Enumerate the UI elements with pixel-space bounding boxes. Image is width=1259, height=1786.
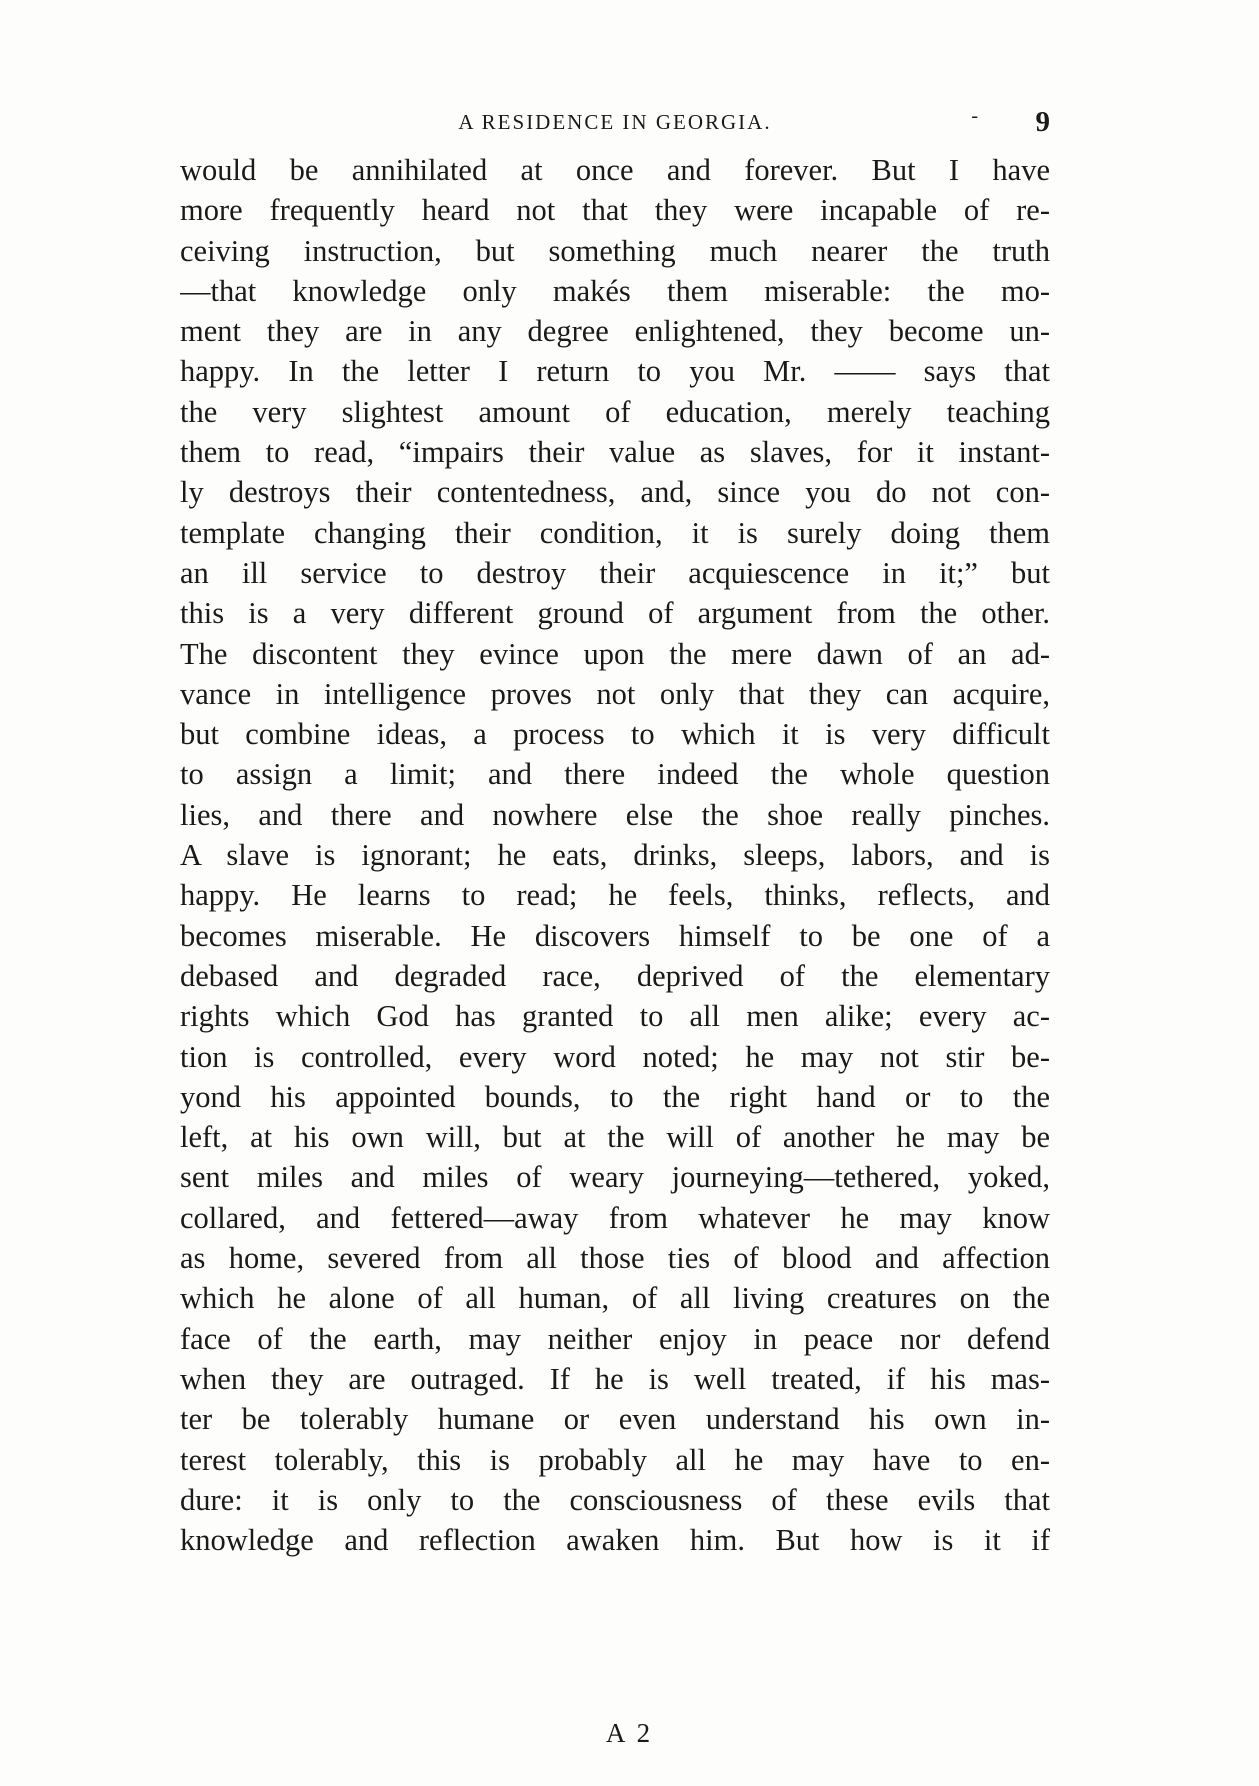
- text-line: vance in intelligence proves not only that they can acquire,: [180, 676, 1050, 711]
- body-text: [180, 150, 1050, 1560]
- text-line: face of the earth, may neither enjoy in peace nor defend: [180, 1321, 1050, 1356]
- text-line: ment they are in any degree enlightened, they become un-: [180, 314, 1050, 349]
- text-line: sent miles and miles of weary journeying—tethered, yoked,: [180, 1160, 1050, 1195]
- text-line: an ill service to destroy their acquiescence in it;” but: [180, 555, 1050, 590]
- text-line: rights which God has granted to all men alike; every ac-: [180, 999, 1050, 1034]
- text-line: more frequently heard not that they were incapable of re-: [180, 193, 1050, 228]
- text-line: dure: it is only to the consciousness of these evils that: [180, 1482, 1050, 1517]
- text-line: debased and degraded race, deprived of the elementary: [180, 958, 1050, 993]
- text-line: knowledge and reflection awaken him. But how is it if: [180, 1523, 1050, 1558]
- text-line: left, at his own will, but at the will of another he may be: [180, 1120, 1050, 1155]
- text-line: them to read, “impairs their value as slaves, for it instant-: [180, 435, 1050, 470]
- text-line: the very slightest amount of education, merely teaching: [180, 394, 1050, 429]
- text-line: —that knowledge only makés them miserable: the mo-: [180, 273, 1050, 308]
- signature-mark: A 2: [605, 1718, 654, 1748]
- text-line: happy. He learns to read; he feels, thinks, reflects, and: [180, 878, 1050, 913]
- page-number: 9: [1035, 106, 1050, 138]
- text-line: as home, severed from all those ties of blood and affection: [180, 1241, 1050, 1276]
- text-line: to assign a limit; and there indeed the whole question: [180, 757, 1050, 792]
- text-line: becomes miserable. He discovers himself to be one of a: [180, 918, 1050, 953]
- text-line: when they are outraged. If he is well treated, if his mas-: [180, 1361, 1050, 1396]
- running-head: [180, 102, 1050, 142]
- text-line: A slave is ignorant; he eats, drinks, sleeps, labors, and is: [180, 838, 1050, 873]
- text-line: which he alone of all human, of all living creatures on the: [180, 1281, 1050, 1316]
- text-line: this is a very different ground of argument from the other.: [180, 596, 1050, 631]
- text-line: happy. In the letter I return to you Mr. —— says that: [180, 354, 1050, 389]
- running-title: A RESIDENCE IN GEORGIA.: [458, 110, 772, 134]
- text-line: yond his appointed bounds, to the right hand or to the: [180, 1079, 1050, 1114]
- text-line: terest tolerably, this is probably all he may have to en-: [180, 1442, 1050, 1477]
- text-line: but combine ideas, a process to which it is very difficult: [180, 717, 1050, 752]
- text-line: would be annihilated at once and forever. But I have: [180, 153, 1050, 187]
- header-mark: -: [971, 105, 978, 127]
- text-line: template changing their condition, it is surely doing them: [180, 515, 1050, 550]
- text-line: ceiving instruction, but something much nearer the truth: [180, 233, 1050, 268]
- text-line: collared, and fettered—away from whatever he may know: [180, 1200, 1050, 1235]
- text-line: lies, and there and nowhere else the shoe really pinches.: [180, 797, 1050, 832]
- text-line: ter be tolerably humane or even understand his own in-: [180, 1402, 1050, 1437]
- text-line: ly destroys their contentedness, and, since you do not con-: [180, 475, 1050, 510]
- text-line: tion is controlled, every word noted; he may not stir be-: [180, 1039, 1050, 1074]
- text-line: The discontent they evince upon the mere dawn of an ad-: [180, 636, 1050, 671]
